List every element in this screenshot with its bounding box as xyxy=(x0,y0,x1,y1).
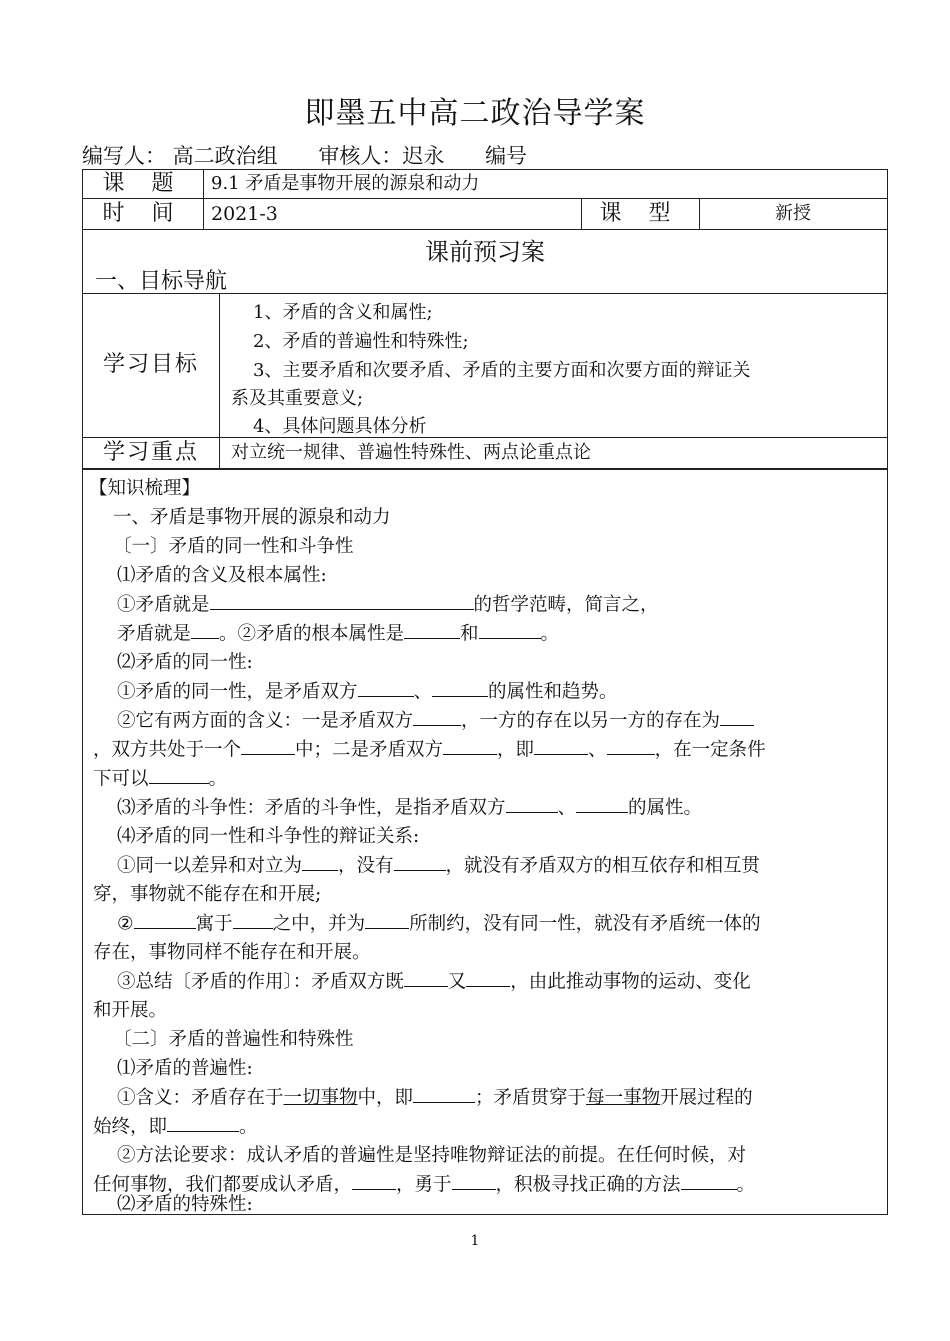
focus-value: 对立统一规律、普遍性特殊性、两点论重点论 xyxy=(231,442,591,463)
question-heading: ⑵矛盾的同一性: xyxy=(117,652,253,673)
goal-item: 2、矛盾的普遍性和特殊性; xyxy=(253,331,469,352)
blank-field[interactable] xyxy=(479,619,541,639)
nav-title: 一、目标导航 xyxy=(95,269,228,294)
question-heading: ⑵矛盾的特殊性: xyxy=(117,1194,253,1215)
blank-field[interactable] xyxy=(607,735,655,755)
blank-field[interactable] xyxy=(210,590,474,610)
blank-field[interactable] xyxy=(413,706,461,726)
blank-field[interactable] xyxy=(404,967,448,987)
text-line: 穿，事物就不能存在和开展; xyxy=(93,884,322,905)
type-value: 新授 xyxy=(775,203,811,224)
topic-label: 课 题 xyxy=(102,171,184,196)
focus-label: 学习重点 xyxy=(102,440,199,465)
blank-field[interactable] xyxy=(466,967,510,987)
text-line: 存在，事物同样不能存在和开展。 xyxy=(93,942,371,963)
question-heading: ⑷矛盾的同一性和斗争性的辩证关系: xyxy=(117,826,420,847)
fill-line: ①同一以差异和对立为 ，没有 ，就没有矛盾双方的相互依存和相互贯 xyxy=(117,851,875,877)
blank-field[interactable] xyxy=(452,1170,496,1190)
topic-value: 9.1 矛盾是事物开展的源泉和动力 xyxy=(211,173,480,194)
goal-item: 系及其重要意义; xyxy=(231,388,364,409)
text-line: 和开展。 xyxy=(93,1000,168,1021)
question-heading: ⑴矛盾的含义及根本属性: xyxy=(117,565,327,586)
fill-line: ①矛盾的同一性，是矛盾双方 、 的属性和趋势。 xyxy=(117,677,875,703)
blank-field[interactable] xyxy=(681,1170,737,1190)
fill-line: ⑶矛盾的斗争性：矛盾的斗争性，是指矛盾双方 、 的属性。 xyxy=(117,793,875,819)
fill-line: 下可以 。 xyxy=(93,764,875,790)
number-label: 编号 xyxy=(485,144,528,168)
fill-line: ③总结〔矛盾的作用〕：矛盾双方既 又 ，由此推动事物的运动、变化 xyxy=(117,967,875,993)
subsection-heading: 〔二〕矛盾的普遍性和特殊性 xyxy=(113,1029,354,1050)
blank-field[interactable] xyxy=(404,619,460,639)
fill-line: 矛盾就是 。②矛盾的根本属性是 和 。 xyxy=(117,619,875,645)
fill-line: ②它有两方面的含义：一是矛盾双方 ，一方的存在以另一方的存在为 xyxy=(117,706,875,732)
goal-item: 4、具体问题具体分析 xyxy=(253,416,427,437)
text-line: ②方法论要求：成认矛盾的普遍性是坚持唯物辩证法的前提。在任何时候，对 xyxy=(117,1145,747,1166)
section-heading: 一、矛盾是事物开展的源泉和动力 xyxy=(113,507,391,528)
time-row xyxy=(82,199,888,230)
focus-row xyxy=(82,438,888,469)
blank-field[interactable] xyxy=(413,1083,475,1103)
blank-field[interactable] xyxy=(167,1112,239,1132)
reviewer: 审核人：迟永 xyxy=(318,144,445,168)
fill-line: 始终，即 。 xyxy=(93,1112,875,1138)
goals-list xyxy=(231,294,887,437)
topic-row xyxy=(82,169,888,199)
doc-meta xyxy=(82,140,561,170)
knowledge-section xyxy=(82,469,888,1215)
blank-field[interactable] xyxy=(576,793,628,813)
fill-line: ，双方共处于一个 中；二是矛盾双方 ，即 、 ，在一定条件 xyxy=(93,735,875,761)
page-title: 即墨五中高二政治导学案 xyxy=(304,96,646,131)
fill-line: 任何事物，我们都要成认矛盾， ，勇于 ，积极寻找正确的方法 。 xyxy=(93,1170,875,1196)
time-label: 时 间 xyxy=(102,201,184,226)
fill-line: ② 寓于 之中，并为 所制约，没有同一性，就没有矛盾统一体的 xyxy=(117,909,875,935)
blank-field[interactable] xyxy=(358,677,414,697)
blank-field[interactable] xyxy=(394,851,446,871)
goal-item: 1、矛盾的含义和属性; xyxy=(253,302,433,323)
goals-row xyxy=(82,294,888,438)
preview-row xyxy=(82,230,888,294)
blank-field[interactable] xyxy=(720,706,754,726)
author: 编写人： 高二政治组 xyxy=(82,144,278,168)
blank-field[interactable] xyxy=(241,735,295,755)
blank-field[interactable] xyxy=(443,735,497,755)
blank-field[interactable] xyxy=(134,909,196,929)
blank-field[interactable] xyxy=(302,851,338,871)
goal-item: 3、主要矛盾和次要矛盾、矛盾的主要方面和次要方面的辩证关 xyxy=(253,360,751,381)
subsection-heading: 〔一〕矛盾的同一性和斗争性 xyxy=(113,536,354,557)
page-number: 1 xyxy=(470,1233,480,1249)
blank-field[interactable] xyxy=(506,793,558,813)
blank-field[interactable] xyxy=(432,677,488,697)
blank-field[interactable] xyxy=(191,619,219,639)
blank-field[interactable] xyxy=(352,1170,396,1190)
knowledge-header: 【知识梳理】 xyxy=(89,478,201,499)
blank-field[interactable] xyxy=(233,909,273,929)
type-label: 课 型 xyxy=(599,201,681,226)
goals-label: 学习目标 xyxy=(102,352,199,377)
blank-field[interactable] xyxy=(149,764,209,784)
blank-field[interactable] xyxy=(365,909,409,929)
question-heading: ⑴矛盾的普遍性: xyxy=(117,1058,253,1079)
fill-line: ①矛盾就是 的哲学范畴，简言之， xyxy=(117,590,875,616)
blank-field[interactable] xyxy=(534,735,588,755)
fill-line: ①含义：矛盾存在于一切事物中，即 ；矛盾贯穿于每一事物开展过程的 xyxy=(117,1083,875,1109)
section-title: 课前预习案 xyxy=(425,238,545,266)
time-value: 2021-3 xyxy=(211,203,278,225)
